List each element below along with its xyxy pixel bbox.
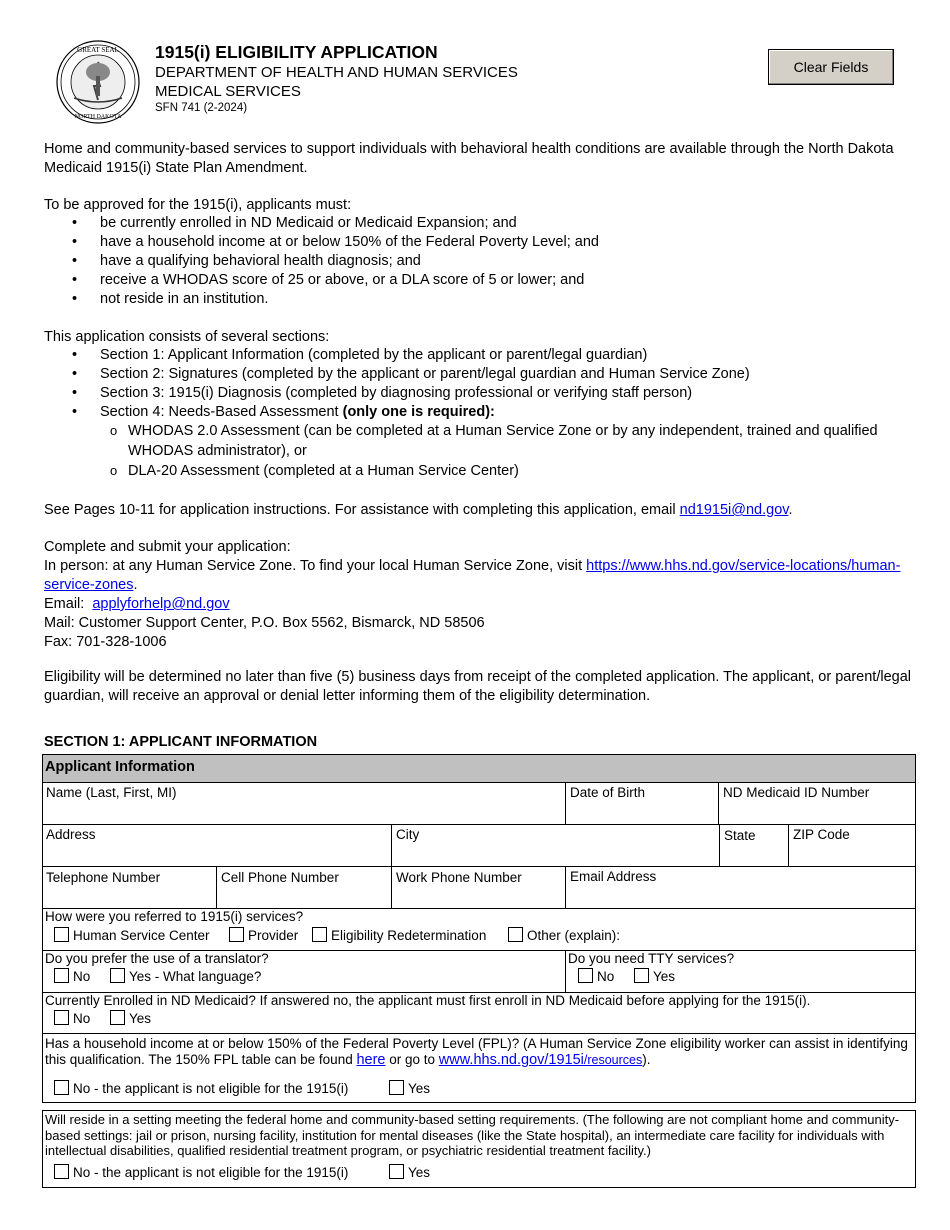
email-label: Email: — [44, 596, 93, 612]
translator-question: Do you prefer the use of a translator? — [45, 951, 269, 966]
approval-lead: To be approved for the 1915(i), applicants must: — [44, 197, 352, 213]
option-label: No - the applicant is not eligible for the 1915(i) — [73, 1165, 349, 1180]
list-item: o WHODAS 2.0 Assessment (can be completed at a Human Service Zone or by any independent, trained and qualified WHODAS administrator), or — [108, 421, 908, 461]
referral-question: How were you referred to 1915(i) services? — [45, 909, 304, 924]
list-item: • receive a WHODAS score of 25 or above, or a DLA score of 5 or lower; and — [70, 271, 920, 290]
referral-provider-option[interactable] — [229, 927, 298, 943]
option-label: Human Service Center — [73, 928, 210, 943]
state-seal-logo — [56, 40, 140, 124]
translator-yes-option[interactable] — [110, 968, 261, 984]
list-item — [70, 403, 920, 422]
option-label: No - the applicant is not eligible for the 1915(i) — [73, 1081, 349, 1096]
list-item: o DLA-20 Assessment (completed at a Human Service Center) — [108, 461, 908, 481]
setting-no-option[interactable] — [54, 1164, 348, 1180]
address-field[interactable]: Address — [46, 827, 96, 842]
clear-fields-button[interactable]: Clear Fields — [768, 49, 894, 85]
department-name: DEPARTMENT OF HEALTH AND HUMAN SERVICES — [155, 64, 518, 81]
assessments-list — [108, 421, 908, 481]
intro-paragraph: Home and community-based services to support individuals with behavioral health conditions are available through the North Dakota Medicaid 1915(i) State Plan Amendment. — [44, 141, 894, 176]
referral-hsc-option[interactable] — [54, 927, 210, 943]
checkbox[interactable] — [54, 1010, 69, 1025]
option-label: Other (explain): — [527, 928, 621, 943]
section1-title: SECTION 1: APPLICANT INFORMATION — [44, 734, 318, 750]
checkbox[interactable] — [54, 927, 69, 942]
instructions-paragraph — [44, 501, 914, 520]
option-label: Yes — [129, 1011, 152, 1026]
checkbox[interactable] — [634, 968, 649, 983]
resources-link[interactable] — [439, 1052, 642, 1067]
period: . — [133, 577, 138, 593]
checkbox[interactable] — [389, 1080, 404, 1095]
form-number: SFN 741 (2-2024) — [155, 102, 248, 114]
sections-lead: This application consists of several sections: — [44, 329, 330, 345]
option-label: Yes — [653, 969, 676, 984]
enrolled-yes-option[interactable] — [110, 1010, 151, 1026]
checkbox[interactable] — [54, 1080, 69, 1095]
option-label: No — [73, 969, 91, 984]
fpl-here-link[interactable]: here — [356, 1052, 386, 1068]
checkbox[interactable] — [110, 968, 125, 983]
requirements-list — [70, 214, 920, 309]
referral-other-option[interactable] — [508, 927, 620, 943]
list-item: • Section 3: 1915(i) Diagnosis (completed by diagnosing professional or verifying staff person) — [70, 384, 920, 403]
in-person-line — [44, 557, 914, 595]
eligibility-paragraph: Eligibility will be determined no later than five (5) business days from receipt of the completed application. The applicant, or parent/legal guardian, will receive an approval or denial letter informing them of the eligibility determination. — [44, 669, 911, 704]
period: . — [788, 502, 793, 518]
income-yes-option[interactable] — [389, 1080, 430, 1096]
income-text: Has a household income at or below 150% of the Federal Poverty Level (FPL)? (A Human Service Zone eligibility worker can assist in identifying this qualification. The 150% FPL table can be found — [45, 1036, 908, 1067]
option-label: Yes - What language? — [129, 969, 262, 984]
cell-phone-field[interactable]: Cell Phone Number — [221, 870, 339, 885]
referral-redetermination-option[interactable] — [312, 927, 486, 943]
checkbox[interactable] — [229, 927, 244, 942]
checkbox[interactable] — [54, 968, 69, 983]
checkbox[interactable] — [508, 927, 523, 942]
division-name: MEDICAL SERVICES — [155, 83, 301, 100]
checkbox[interactable] — [110, 1010, 125, 1025]
email-line — [44, 595, 914, 614]
translator-no-option[interactable] — [54, 968, 90, 984]
enrolled-no-option[interactable] — [54, 1010, 90, 1026]
fax-line: Fax: 701-328-1006 — [44, 634, 167, 650]
city-field[interactable]: City — [396, 827, 420, 842]
list-item: • be currently enrolled in ND Medicaid or Medicaid Expansion; and — [70, 214, 920, 233]
assist-email-link[interactable]: nd1915i@nd.gov — [679, 502, 789, 518]
tty-no-option[interactable] — [578, 968, 614, 984]
apply-email-link[interactable]: applyforhelp@nd.gov — [92, 596, 230, 612]
option-label: Yes — [408, 1165, 431, 1180]
state-field[interactable]: State — [724, 828, 756, 843]
form-title: 1915(i) ELIGIBILITY APPLICATION — [155, 42, 438, 62]
income-end-text: ). — [642, 1052, 651, 1067]
tty-yes-option[interactable] — [634, 968, 675, 984]
resources-link-suffix: /resources — [583, 1053, 643, 1067]
list-item: • have a qualifying behavioral health diagnosis; and — [70, 252, 920, 271]
setting-yes-option[interactable] — [389, 1164, 430, 1180]
instructions-text: See Pages 10-11 for application instructions. For assistance with completing this application, email — [44, 502, 680, 518]
telephone-field[interactable]: Telephone Number — [46, 870, 161, 885]
email-field[interactable]: Email Address — [570, 869, 657, 884]
resources-link-main: www.hhs.nd.gov/1915i — [438, 1052, 584, 1068]
income-no-option[interactable] — [54, 1080, 348, 1096]
option-label: No — [597, 969, 615, 984]
checkbox[interactable] — [578, 968, 593, 983]
section4-bold: (only one is required): — [342, 404, 495, 420]
list-item: • not reside in an institution. — [70, 290, 920, 309]
income-mid-text: or go to — [385, 1052, 439, 1067]
list-item: • Section 1: Applicant Information (completed by the applicant or parent/legal guardian) — [70, 346, 920, 365]
sections-list — [70, 346, 920, 422]
zones-link[interactable]: https://www.hhs.nd.gov/service-locations/human-service-zones — [44, 558, 901, 593]
medicaid-id-field[interactable]: ND Medicaid ID Number — [723, 785, 870, 800]
work-phone-field[interactable]: Work Phone Number — [396, 870, 522, 885]
tty-question: Do you need TTY services? — [568, 951, 735, 966]
submit-lead: Complete and submit your application: — [44, 539, 291, 555]
list-item: • Section 2: Signatures (completed by the applicant or parent/legal guardian and Human Service Zone) — [70, 365, 920, 384]
option-label: Provider — [248, 928, 299, 943]
section4-text: Section 4: Needs-Based Assessment — [100, 404, 343, 420]
checkbox[interactable] — [389, 1164, 404, 1179]
submit-block — [44, 538, 914, 652]
enrolled-question: Currently Enrolled in ND Medicaid? If answered no, the applicant must first enroll in ND Medicaid before applying for the 1915(i). — [45, 993, 811, 1008]
option-label: No — [73, 1011, 91, 1026]
option-label: Eligibility Redetermination — [331, 928, 487, 943]
svg-text:GREAT SEAL: GREAT SEAL — [77, 46, 119, 54]
dob-field[interactable]: Date of Birth — [570, 785, 646, 800]
in-person-text: In person: at any Human Service Zone. To find your local Human Service Zone, visit — [44, 558, 587, 574]
checkbox[interactable] — [312, 927, 327, 942]
checkbox[interactable] — [54, 1164, 69, 1179]
option-label: Yes — [408, 1081, 431, 1096]
name-field[interactable]: Name (Last, First, MI) — [46, 785, 177, 800]
svg-text:NORTH DAKOTA: NORTH DAKOTA — [74, 114, 122, 120]
applicant-info-header: Applicant Information — [43, 755, 915, 782]
mail-line: Mail: Customer Support Center, P.O. Box 5562, Bismarck, ND 58506 — [44, 615, 485, 631]
list-item: • have a household income at or below 150% of the Federal Poverty Level; and — [70, 233, 920, 252]
setting-question: Will reside in a setting meeting the federal home and community-based setting requirements. (The following are not compliant home and community-based settings: jail or prison, nursing facility, institution for mental diseases (like the State hospital), an intermediate care facility for individuals with intellectual disabilities, qualified residential treatment program, or psychiatric residential treatment facility.) — [45, 1112, 900, 1158]
income-question — [41, 1034, 913, 1070]
zip-field[interactable]: ZIP Code — [793, 827, 850, 842]
